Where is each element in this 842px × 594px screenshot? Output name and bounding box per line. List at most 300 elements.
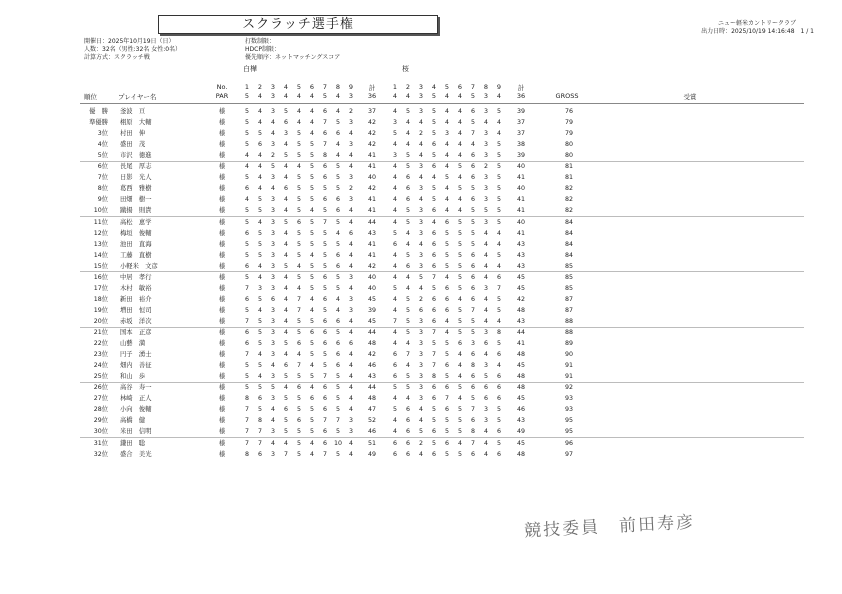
back-score-cell: 4: [457, 108, 462, 115]
back-total-cell: 44: [516, 329, 525, 336]
back-score-cell: 6: [483, 340, 488, 348]
honorific-cell: 様: [218, 295, 226, 303]
back-score-cell: 5: [457, 306, 462, 314]
table-row: [0, 217, 842, 228]
back-score-cell: 5: [418, 428, 423, 436]
front-score-cell: 6: [348, 229, 353, 237]
back-score-cell: 6: [431, 395, 436, 403]
back-score-cell: 6: [444, 362, 449, 370]
back-score-cell: 5: [405, 108, 410, 115]
front-total-cell: 44: [367, 329, 376, 336]
front-score-cell: 4: [244, 196, 249, 204]
back-score-cell: 4: [483, 439, 488, 447]
header-gross: GROSS: [555, 92, 579, 100]
player-name-cell: 長尾 厚志: [120, 163, 152, 171]
player-name-cell: 中居 孝行: [120, 273, 152, 281]
front-score-cell: 7: [322, 450, 327, 458]
player-name-cell: 増田 恒司: [120, 306, 152, 314]
front-score-cell: 6: [322, 317, 327, 325]
front-score-cell: 5: [283, 262, 288, 270]
front-score-cell: 4: [348, 284, 353, 292]
rank-cell: 28位: [93, 406, 108, 414]
back-score-cell: 3: [418, 373, 423, 381]
front-score-cell: 4: [270, 417, 275, 425]
back-total-cell: 43: [516, 317, 525, 325]
gross-cell: 79: [564, 130, 573, 138]
rank-cell: 29位: [93, 417, 108, 425]
front-score-cell: 4: [283, 351, 288, 359]
front-score-cell: 5: [309, 351, 314, 359]
back-score-cell: 5: [457, 262, 462, 270]
back-score-cell: 4: [496, 240, 501, 248]
front-score-cell: 5: [244, 119, 249, 127]
back-score-cell: 4: [457, 196, 462, 204]
honorific-cell: 様: [218, 262, 226, 270]
front-score-cell: 5: [296, 273, 301, 281]
front-score-cell: 7: [296, 362, 301, 370]
back-score-cell: 4: [457, 207, 462, 215]
rank-cell: 21位: [93, 329, 108, 336]
back-score-cell: 5: [470, 395, 475, 403]
front-score-cell: 4: [283, 174, 288, 182]
front-score-cell: 3: [270, 240, 275, 248]
front-total-cell: 46: [367, 428, 376, 436]
table-row: [0, 449, 842, 460]
front-score-cell: 4: [309, 108, 314, 115]
front-score-cell: 6: [322, 295, 327, 303]
rank-cell: 優 勝: [89, 108, 108, 115]
back-score-cell: 8: [470, 428, 475, 436]
table-row: [0, 172, 842, 183]
back-score-cell: 8: [496, 329, 501, 336]
front-score-cell: 5: [335, 240, 340, 248]
back-score-cell: 5: [457, 329, 462, 336]
front-score-cell: 5: [335, 218, 340, 226]
front-score-cell: 5: [309, 229, 314, 237]
back-score-cell: 6: [457, 340, 462, 348]
back-score-cell: 3: [418, 185, 423, 193]
gross-cell: 93: [564, 395, 573, 403]
table-row: [0, 382, 842, 393]
back-score-cell: 6: [405, 262, 410, 270]
back-score-cell: 4: [392, 329, 397, 336]
front-score-cell: 6: [296, 218, 301, 226]
back-score-cell: 4: [457, 439, 462, 447]
back-score-cell: 6: [431, 240, 436, 248]
front-score-cell: 5: [335, 395, 340, 403]
back-score-cell: 5: [431, 284, 436, 292]
back-score-cell: 4: [483, 351, 488, 359]
back-score-cell: 5: [444, 229, 449, 237]
back-score-cell: 6: [470, 373, 475, 381]
front-score-cell: 4: [335, 152, 340, 160]
back-score-cell: 3: [392, 152, 397, 160]
player-name-cell: 栩原 大輔: [120, 119, 152, 127]
back-score-cell: 3: [418, 340, 423, 348]
front-score-cell: 4: [309, 295, 314, 303]
front-score-cell: 4: [283, 196, 288, 204]
event-info: [84, 38, 181, 63]
back-score-cell: 3: [483, 152, 488, 160]
back-score-cell: 3: [444, 130, 449, 138]
front-score-cell: 4: [348, 362, 353, 370]
back-course-name: 桜: [402, 65, 409, 73]
front-score-cell: 3: [283, 130, 288, 138]
front-score-cell: 2: [348, 185, 353, 193]
back-score-cell: 6: [470, 295, 475, 303]
front-score-cell: 4: [348, 130, 353, 138]
front-score-cell: 5: [283, 417, 288, 425]
front-score-cell: 3: [348, 174, 353, 182]
back-total-cell: 40: [516, 185, 525, 193]
player-name-cell: 林崎 正人: [120, 395, 152, 403]
gross-cell: 82: [564, 207, 573, 215]
back-score-cell: 5: [444, 174, 449, 182]
header-award: 受賞: [683, 93, 697, 101]
front-score-cell: 4: [348, 163, 353, 171]
front-score-cell: 2: [348, 108, 353, 115]
front-score-cell: 5: [309, 196, 314, 204]
back-total-cell: 40: [516, 163, 525, 171]
header-front-par: 4: [335, 92, 341, 100]
back-score-cell: 7: [431, 329, 436, 336]
front-score-cell: 5: [309, 141, 314, 149]
front-score-cell: 5: [296, 329, 301, 336]
back-score-cell: 4: [405, 395, 410, 403]
front-score-cell: 3: [270, 373, 275, 381]
back-total-cell: 40: [516, 218, 525, 226]
back-total-cell: 39: [516, 108, 525, 115]
front-score-cell: 6: [335, 130, 340, 138]
gross-cell: 84: [564, 251, 573, 259]
back-score-cell: 5: [444, 373, 449, 381]
back-score-cell: 4: [483, 317, 488, 325]
front-score-cell: 3: [348, 295, 353, 303]
back-score-cell: 4: [405, 130, 410, 138]
front-score-cell: 4: [309, 450, 314, 458]
front-score-cell: 6: [244, 329, 249, 336]
table-row: [0, 415, 842, 426]
gross-cell: 93: [564, 406, 573, 414]
back-score-cell: 3: [483, 174, 488, 182]
back-score-cell: 6: [496, 428, 501, 436]
back-score-cell: 4: [444, 317, 449, 325]
back-score-cell: 6: [470, 351, 475, 359]
back-score-cell: 4: [418, 417, 423, 425]
back-total-cell: 43: [516, 240, 525, 248]
gross-cell: 91: [564, 373, 573, 381]
front-score-cell: 5: [244, 207, 249, 215]
table-row: [0, 261, 842, 272]
header-front-par: 5: [322, 92, 328, 100]
back-score-cell: 3: [418, 395, 423, 403]
header-back-par: 4: [457, 92, 463, 100]
back-score-cell: 6: [470, 163, 475, 171]
header-back-par: 4: [444, 92, 450, 100]
front-score-cell: 4: [257, 218, 262, 226]
header-front-hole: 2: [257, 83, 263, 91]
front-score-cell: 5: [296, 185, 301, 193]
back-score-cell: 6: [470, 196, 475, 204]
rank-cell: 13位: [93, 240, 108, 248]
front-score-cell: 6: [257, 141, 262, 149]
back-score-cell: 4: [392, 295, 397, 303]
back-score-cell: 4: [496, 130, 501, 138]
honorific-cell: 様: [218, 450, 226, 458]
back-score-cell: 4: [392, 163, 397, 171]
player-name-cell: 山藝 満: [120, 340, 146, 348]
front-score-cell: 7: [244, 317, 249, 325]
back-score-cell: 4: [405, 273, 410, 281]
rank-cell: 12位: [93, 229, 108, 237]
player-name-cell: 米田 信明: [120, 428, 152, 436]
front-total-cell: 42: [367, 262, 376, 270]
front-score-cell: 5: [335, 119, 340, 127]
back-score-cell: 6: [470, 284, 475, 292]
front-score-cell: 5: [296, 240, 301, 248]
rank-cell: 30位: [93, 428, 108, 436]
player-name-cell: 畑内 善征: [120, 362, 152, 370]
back-score-cell: 5: [431, 406, 436, 414]
back-score-cell: 4: [431, 218, 436, 226]
front-score-cell: 5: [244, 373, 249, 381]
front-total-cell: 41: [367, 163, 376, 171]
front-score-cell: 6: [322, 384, 327, 392]
back-score-cell: 4: [392, 174, 397, 182]
back-score-cell: 5: [405, 306, 410, 314]
front-score-cell: 6: [296, 384, 301, 392]
back-score-cell: 3: [418, 163, 423, 171]
back-score-cell: 5: [470, 119, 475, 127]
gross-cell: 81: [564, 174, 573, 182]
header-front-hole: 9: [348, 83, 354, 91]
front-total-cell: 40: [367, 174, 376, 182]
honorific-cell: 様: [218, 174, 226, 182]
back-score-cell: 6: [444, 284, 449, 292]
front-score-cell: 5: [257, 295, 262, 303]
front-total-cell: 43: [367, 229, 376, 237]
back-score-cell: 7: [470, 130, 475, 138]
back-score-cell: 5: [405, 373, 410, 381]
header-back-par: 3: [418, 92, 424, 100]
back-score-cell: 4: [483, 273, 488, 281]
player-name-cell: 高松 恵学: [120, 218, 152, 226]
back-score-cell: 4: [457, 395, 462, 403]
back-score-cell: 5: [405, 152, 410, 160]
back-score-cell: 8: [470, 362, 475, 370]
front-score-cell: 5: [309, 240, 314, 248]
back-score-cell: 6: [431, 207, 436, 215]
back-score-cell: 4: [457, 362, 462, 370]
front-score-cell: 3: [270, 351, 275, 359]
table-row: [0, 239, 842, 250]
player-name-cell: 鎌田 聡: [120, 439, 146, 447]
back-score-cell: 5: [444, 240, 449, 248]
header-front-total: 計: [368, 84, 376, 92]
front-score-cell: 4: [270, 119, 275, 127]
front-score-cell: 4: [283, 329, 288, 336]
back-score-cell: 5: [483, 207, 488, 215]
front-total-cell: 43: [367, 373, 376, 381]
front-score-cell: 5: [244, 273, 249, 281]
header-back-total: 計: [517, 84, 525, 92]
back-score-cell: 7: [392, 317, 397, 325]
front-score-cell: 5: [322, 229, 327, 237]
back-score-cell: 5: [431, 196, 436, 204]
front-score-cell: 3: [270, 218, 275, 226]
back-score-cell: 6: [496, 273, 501, 281]
player-name-cell: 小向 俊輔: [120, 406, 152, 414]
back-score-cell: 4: [392, 417, 397, 425]
honorific-cell: 様: [218, 340, 226, 348]
header-front-par: 3: [270, 92, 276, 100]
front-score-cell: 5: [335, 406, 340, 414]
rank-cell: 15位: [93, 262, 108, 270]
back-score-cell: 4: [418, 196, 423, 204]
back-score-cell: 6: [405, 196, 410, 204]
front-score-cell: 4: [283, 317, 288, 325]
front-score-cell: 6: [309, 329, 314, 336]
back-score-cell: 3: [418, 251, 423, 259]
back-total-cell: 43: [516, 417, 525, 425]
header-rank: 順位: [84, 93, 97, 101]
stroke-limit: 打数制限：: [245, 38, 276, 45]
back-score-cell: 4: [392, 207, 397, 215]
front-score-cell: 4: [283, 163, 288, 171]
front-score-cell: 5: [309, 340, 314, 348]
front-total-cell: 42: [367, 351, 376, 359]
priority-order: 優先順序：ネットマッチングスコア: [245, 54, 341, 62]
front-score-cell: 7: [244, 406, 249, 414]
back-score-cell: 6: [392, 362, 397, 370]
honorific-cell: 様: [218, 218, 226, 226]
front-total-cell: 44: [367, 218, 376, 226]
front-score-cell: 4: [348, 251, 353, 259]
front-score-cell: 4: [348, 207, 353, 215]
back-score-cell: 4: [483, 428, 488, 436]
back-score-cell: 6: [405, 185, 410, 193]
honorific-cell: 様: [218, 373, 226, 381]
back-score-cell: 5: [457, 229, 462, 237]
player-name-cell: 木村 敏裕: [120, 284, 152, 292]
front-score-cell: 7: [257, 428, 262, 436]
honorific-cell: 様: [218, 196, 226, 204]
rank-cell: 32位: [93, 450, 108, 458]
back-score-cell: 3: [483, 196, 488, 204]
back-score-cell: 6: [483, 384, 488, 392]
back-score-cell: 5: [457, 317, 462, 325]
player-name-cell: 田畑 樹一: [120, 196, 152, 204]
honorific-cell: 様: [218, 229, 226, 237]
front-score-cell: 5: [296, 174, 301, 182]
back-score-cell: 5: [392, 284, 397, 292]
back-score-cell: 3: [483, 417, 488, 425]
back-score-cell: 4: [405, 141, 410, 149]
hdcp-limit: HDCP制限：: [245, 46, 280, 54]
back-score-cell: 5: [457, 240, 462, 248]
front-score-cell: 7: [322, 119, 327, 127]
gross-cell: 82: [564, 185, 573, 193]
front-total-cell: 44: [367, 384, 376, 392]
back-score-cell: 4: [483, 262, 488, 270]
back-score-cell: 4: [405, 229, 410, 237]
table-row: [0, 183, 842, 194]
front-score-cell: 5: [309, 152, 314, 160]
front-score-cell: 6: [322, 406, 327, 414]
honorific-cell: 様: [218, 251, 226, 259]
back-score-cell: 5: [496, 306, 501, 314]
front-score-cell: 4: [270, 406, 275, 414]
front-total-cell: 52: [367, 417, 376, 425]
back-score-cell: 4: [392, 340, 397, 348]
header-front-hole: 8: [335, 83, 341, 91]
back-score-cell: 4: [405, 340, 410, 348]
gross-cell: 81: [564, 163, 573, 171]
back-score-cell: 6: [470, 417, 475, 425]
back-score-cell: 4: [444, 108, 449, 115]
back-score-cell: 5: [444, 450, 449, 458]
front-score-cell: 3: [270, 395, 275, 403]
back-score-cell: 6: [392, 351, 397, 359]
front-score-cell: 5: [270, 163, 275, 171]
front-score-cell: 6: [244, 295, 249, 303]
back-score-cell: 3: [483, 130, 488, 138]
back-score-cell: 7: [405, 351, 410, 359]
front-score-cell: 4: [335, 141, 340, 149]
front-score-cell: 4: [309, 384, 314, 392]
rank-cell: 31位: [93, 439, 108, 447]
front-score-cell: 5: [257, 240, 262, 248]
table-row: [0, 194, 842, 205]
front-score-cell: 5: [309, 273, 314, 281]
front-score-cell: 5: [296, 395, 301, 403]
front-score-cell: 4: [257, 306, 262, 314]
front-score-cell: 6: [244, 262, 249, 270]
gross-cell: 80: [564, 141, 573, 149]
back-score-cell: 3: [483, 406, 488, 414]
honorific-cell: 様: [218, 306, 226, 314]
front-score-cell: 5: [322, 351, 327, 359]
back-score-cell: 4: [392, 196, 397, 204]
back-score-cell: 3: [418, 351, 423, 359]
back-score-cell: 6: [431, 295, 436, 303]
back-score-cell: 6: [405, 406, 410, 414]
front-total-cell: 42: [367, 119, 376, 127]
player-name-cell: 円子 湧士: [120, 351, 152, 359]
back-score-cell: 5: [431, 417, 436, 425]
back-score-cell: 6: [431, 141, 436, 149]
front-score-cell: 5: [244, 141, 249, 149]
front-score-cell: 4: [335, 229, 340, 237]
header-back-hole: 3: [418, 83, 424, 91]
table-row: [0, 404, 842, 415]
back-score-cell: 5: [457, 218, 462, 226]
back-score-cell: 5: [444, 351, 449, 359]
table-row: [0, 250, 842, 261]
rank-cell: 10位: [93, 207, 108, 215]
gross-cell: 85: [564, 284, 573, 292]
front-total-cell: 47: [367, 406, 376, 414]
honorific-cell: 様: [218, 240, 226, 248]
back-score-cell: 4: [496, 362, 501, 370]
front-score-cell: 4: [283, 384, 288, 392]
back-score-cell: 4: [483, 450, 488, 458]
front-score-cell: 5: [335, 284, 340, 292]
front-score-cell: 5: [322, 362, 327, 370]
front-score-cell: 4: [309, 439, 314, 447]
gross-cell: 87: [564, 306, 573, 314]
front-total-cell: 45: [367, 295, 376, 303]
